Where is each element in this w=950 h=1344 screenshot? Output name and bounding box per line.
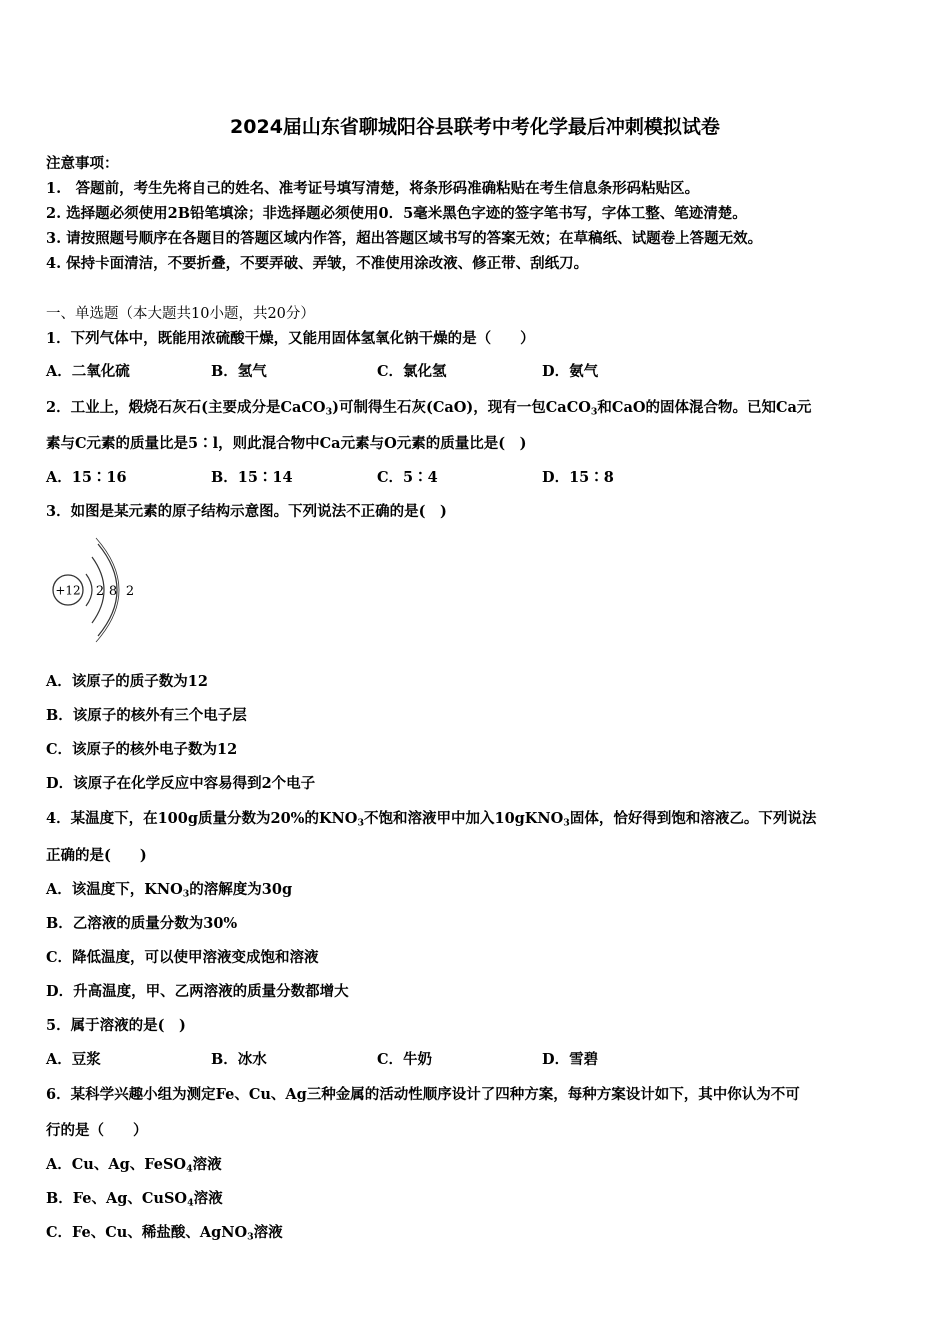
q5-option-d: D．雪碧: [542, 1051, 599, 1068]
q3-stem: 3．如图是某元素的原子结构示意图。下列说法不正确的是( ): [46, 503, 447, 520]
notice-item-2: 2. 选择题必须使用2B铅笔填涂；非选择题必须使用0．5毫米黑色字迹的签字笔书写，字体工整、笔迹清楚。: [46, 205, 747, 222]
q2-option-c: C．5∶4: [377, 469, 438, 486]
q4-option-d: D．升高温度，甲、乙两溶液的质量分数都增大: [46, 983, 349, 1000]
q1-option-d: D．氨气: [542, 363, 599, 380]
q1-stem: 1．下列气体中，既能用浓硫酸干燥，又能用固体氢氧化钠干燥的是（ ）: [46, 330, 535, 347]
q2-option-b: B．15∶14: [211, 469, 293, 486]
q4-stem-line2: 正确的是( ): [46, 847, 147, 864]
q3-option-a: A．该原子的质子数为12: [46, 673, 208, 690]
electron-shell-1-arc: [86, 574, 92, 606]
notice-item-4: 4. 保持卡面清洁，不要折叠，不要弄破、弄皱，不准使用涂改液、修正带、刮纸刀。: [46, 255, 589, 272]
q3-option-c: C．该原子的核外电子数为12: [46, 741, 238, 758]
q5-option-a: A．豆浆: [46, 1051, 101, 1068]
q6-option-a: A．Cu、Ag、FeSO$_4$溶液: [46, 1156, 222, 1175]
q6-stem-line2: 行的是（ ）: [46, 1122, 148, 1139]
q2-stem-line1: 2．工业上，煅烧石灰石(主要成分是CaCO$_3$)可制得生石灰(CaO)，现有一包CaCO$_3$和CaO的固体混合物。已知Ca元: [46, 399, 812, 418]
notice-item-1: 1. 答题前，考生先将自己的姓名、准考证号填写清楚，将条形码准确粘贴在考生信息条形码粘贴区。: [46, 180, 700, 197]
section-heading: 一、单选题（本大题共10小题，共20分）: [46, 306, 315, 322]
q3-option-b: B．该原子的核外有三个电子层: [46, 707, 247, 724]
shell-1-electrons: 2: [95, 584, 105, 599]
nucleus-charge: +12: [55, 583, 81, 598]
q3-option-d: D．该原子在化学反应中容易得到2个电子: [46, 775, 316, 792]
q1-option-c: C．氯化氢: [377, 363, 447, 380]
shell-2-electrons: 8: [108, 584, 118, 599]
q2-option-d: D．15∶8: [542, 469, 614, 486]
q5-option-b: B．冰水: [211, 1051, 267, 1068]
q4-option-c: C．降低温度，可以使甲溶液变成饱和溶液: [46, 949, 319, 966]
q2-option-a: A．15∶16: [46, 469, 127, 486]
q6-stem-line1: 6．某科学兴趣小组为测定Fe、Cu、Ag三种金属的活动性顺序设计了四种方案，每种方案设计如下，其中你认为不可: [46, 1086, 800, 1103]
q1-option-a: A．二氧化硫: [46, 363, 130, 380]
atom-structure-diagram: [46, 530, 146, 650]
q6-option-b: B．Fe、Ag、CuSO$_4$溶液: [46, 1190, 223, 1209]
q5-stem: 5．属于溶液的是( ): [46, 1017, 186, 1034]
q4-stem-line1: 4．某温度下，在100g质量分数为20%的$KNO_3$不饱和溶液甲中加入10gKNO$_3$固体，恰好得到饱和溶液乙。下列说法: [46, 810, 817, 829]
q1-option-b: B．氢气: [211, 363, 267, 380]
q2-stem-line2: 素与C元素的质量比是5∶l，则此混合物中Ca元素与O元素的质量比是( ): [46, 435, 527, 452]
notice-item-3: 3. 请按照题号顺序在各题目的答题区域内作答，超出答题区域书写的答案无效；在草稿纸、试题卷上答题无效。: [46, 230, 763, 247]
shell-3-electrons: 2: [125, 584, 135, 599]
q4-option-a: A．该温度下，$KNO_3$的溶解度为30g: [46, 881, 293, 900]
page-title: 2024届山东省聊城阳谷县联考中考化学最后冲刺模拟试卷: [230, 116, 720, 138]
q4-option-b: B．乙溶液的质量分数为30%: [46, 915, 238, 932]
q6-option-c: C．Fe、Cu、稀盐酸、AgNO$_3$溶液: [46, 1224, 283, 1243]
notice-heading: 注意事项：: [46, 155, 119, 172]
q5-option-c: C．牛奶: [377, 1051, 433, 1068]
